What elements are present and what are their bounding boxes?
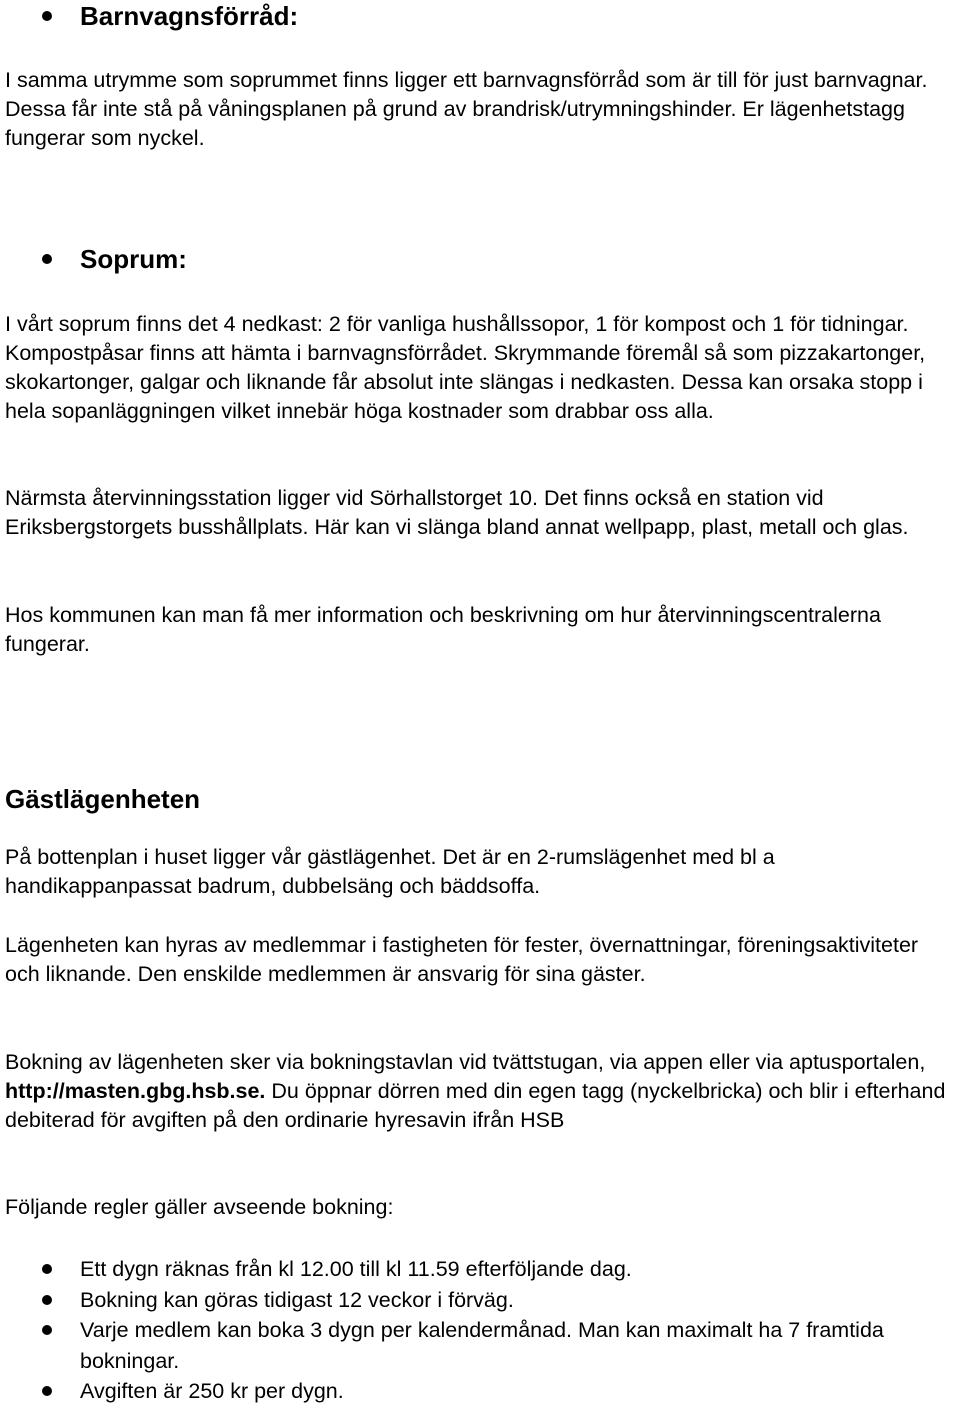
gastlagenhet-heading: Gästlägenheten [5,784,201,814]
aptusportal-link[interactable]: http://masten.gbg.hsb.se. [5,1079,266,1103]
bullet-icon [42,254,52,264]
gastlagenhet-paragraph-1: På bottenplan i huset ligger vår gästlägenhet. Det är en 2-rumslägenhet med bl a handikappanpassat badrum, dubbelsäng och bäddsoffa. [5,845,775,898]
soprum-paragraph-3: Hos kommunen kan man få mer information och beskrivning om hur återvinningscentralerna fungerar. [5,603,881,656]
rule-text: Avgiften är 250 kr per dygn. [80,1379,344,1403]
soprum-heading-row [0,243,960,275]
list-item [0,1376,960,1407]
rules-intro: Följande regler gäller avseende bokning: [5,1195,394,1219]
rule-text: Varje medlem kan boka 3 dygn per kalendermånad. Man kan maximalt ha 7 framtida bokningar. [80,1318,884,1373]
barnvagn-heading: Barnvagnsförråd: [80,1,299,31]
soprum-heading: Soprum: [80,244,187,274]
rule-text: Bokning kan göras tidigast 12 veckor i förväg. [80,1287,514,1312]
list-item [0,1285,960,1316]
bullet-icon [42,1325,52,1335]
list-item [0,1315,960,1376]
booking-rules-list [0,1254,960,1407]
gastlagenhet-paragraph-2: Lägenheten kan hyras av medlemmar i fastigheten för fester, övernattningar, föreningsaktiviteter och liknande. Den enskilde medlemmen är ansvarig för sina gäster. [5,933,919,986]
rule-text: Ett dygn räknas från kl 12.00 till kl 11.59 efterföljande dag. [80,1257,632,1281]
bullet-icon [42,11,52,21]
booking-text-before: Bokning av lägenheten sker via bokningstavlan vid tvättstugan, via appen eller via aptusportalen, [5,1050,926,1074]
booking-text-after: Du öppnar dörren med din egen tagg (nyckelbricka) och blir i efterhand debiterad för avgiften på den ordinarie hyresavin ifrån HSB [5,1079,946,1132]
booking-paragraph [5,1048,955,1135]
list-item [0,1254,960,1285]
barnvagn-heading-row [0,0,960,32]
bullet-icon [42,1264,52,1274]
bullet-icon [42,1295,52,1305]
soprum-paragraph-1: I vårt soprum finns det 4 nedkast: 2 för vanliga hushållssopor, 1 för kompost och 1 för tidningar. Kompostpåsar finns att hämta i barnvagnsförrådet. Skrymmande föremål så som pizzakartonger, skokartonger, galgar och liknande får absolut inte slängas i nedkasten. Dessa kan orsaka stopp i hela sopanläggningen vilket innebär höga kostnader som drabbar oss alla. [5,312,926,423]
barnvagn-paragraph: I samma utrymme som soprummet finns ligger ett barnvagnsförråd som är till för just barnvagnar. Dessa får inte stå på våningsplanen på grund av brandrisk/utrymningshinder. Er lägenhetstagg fungerar som nyckel. [5,68,928,150]
bullet-icon [42,1386,52,1396]
soprum-paragraph-2: Närmsta återvinningsstation ligger vid Sörhallstorget 10. Det finns också en station vid Eriksbergstorgets busshållplats. Här kan vi slänga bland annat wellpapp, plast, metall och glas. [5,486,909,539]
